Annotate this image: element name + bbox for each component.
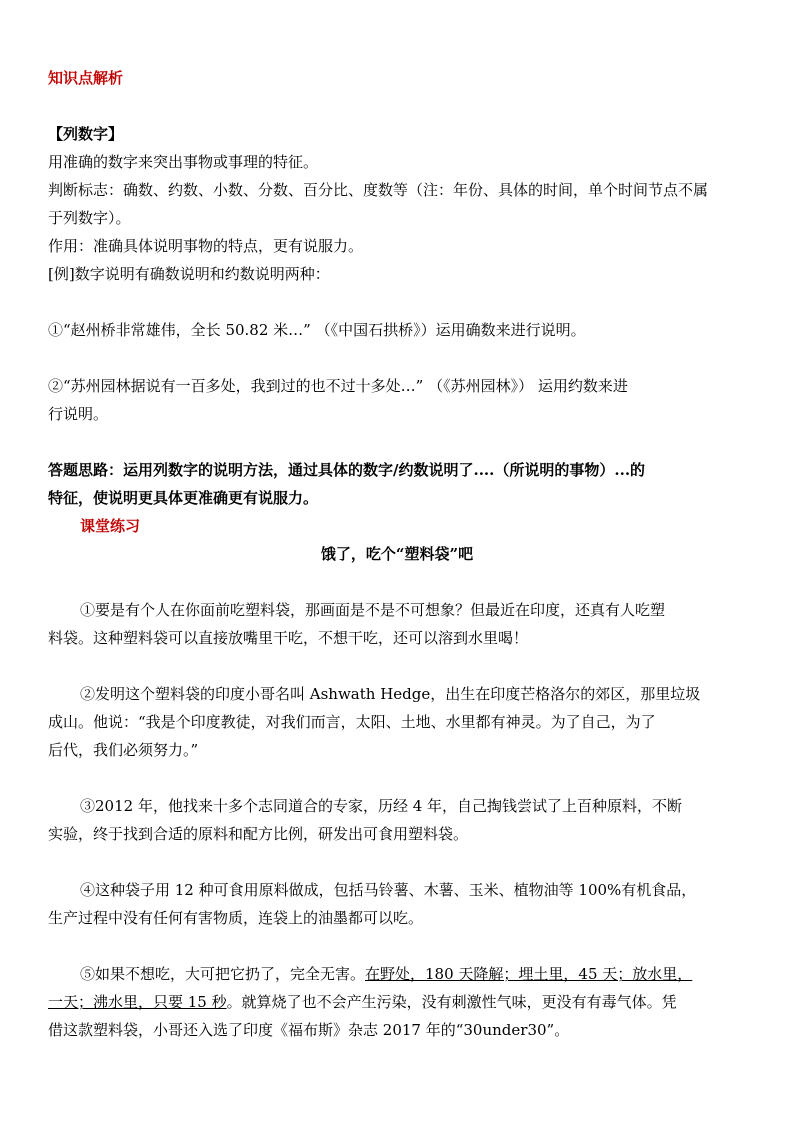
paragraph-1-line-1: ①要是有个人在你面前吃塑料袋，那画面是不是不可想象？但最近在印度，还真有人吃塑 bbox=[80, 601, 666, 619]
answer-approach-line-1: 答题思路：运用列数字的说明方法，通过具体的数字/约数说明了....（所说明的事物）...的 bbox=[48, 461, 646, 479]
paragraph-5-line-1 bbox=[80, 964, 692, 984]
criteria-line-2: 于列数字）。 bbox=[48, 209, 131, 227]
paragraph-2-line-3: 后代，我们必须努力。” bbox=[48, 741, 199, 759]
paragraph-4-line-2: 生产过程中没有任何有害物质，连袋上的油墨都可以吃。 bbox=[48, 909, 424, 927]
section-title: 知识点解析 bbox=[48, 69, 124, 87]
paragraph-4-line-1: ④这种袋子用 12 种可食用原料做成，包括马铃薯、木薯、玉米、植物油等 100%有机食品， bbox=[80, 881, 697, 899]
paragraph-5-plain-text-cont: 。就算烧了也不会产生污染，没有刺激性气味，更没有有毒气体。凭 bbox=[226, 993, 677, 1011]
paragraph-5-underlined-text-cont: 一天；沸水里，只要 15 秒 bbox=[48, 993, 227, 1011]
article-title: 饿了，吃个“塑料袋”吧 bbox=[320, 545, 474, 563]
paragraph-2-line-1: ②发明这个塑料袋的印度小哥名叫 Ashwath Hedge，出生在印度芒格洛尔的郊区，那里垃圾 bbox=[80, 685, 701, 703]
paragraph-3-line-1: ③2012 年，他找来十多个志同道合的专家，历经 4 年，自己掏钱尝试了上百种原料，不断 bbox=[80, 797, 683, 815]
paragraph-5-underlined-text: 在野处，180 天降解；埋土里，45 天；放水里， bbox=[365, 965, 693, 983]
practice-label: 课堂练习 bbox=[80, 517, 141, 535]
paragraph-1-line-2: 料袋。这种塑料袋可以直接放嘴里干吃，不想干吃，还可以溶到水里喝！ bbox=[48, 629, 529, 647]
paragraph-5-plain-text: ⑤如果不想吃，大可把它扔了，完全无害。 bbox=[80, 965, 366, 983]
definition-text: 用准确的数字来突出事物或事理的特征。 bbox=[48, 153, 319, 171]
answer-approach-line-2: 特征，使说明更具体更准确更有说服力。 bbox=[48, 489, 319, 507]
example-intro: [例]数字说明有确数说明和约数说明两种： bbox=[48, 265, 330, 283]
example-2-line-1: ②“苏州园林据说有一百多处，我到过的也不过十多处…” （《苏州园林》） 运用约数来进 bbox=[48, 377, 628, 395]
topic-heading: 【列数字】 bbox=[48, 125, 124, 143]
example-2-line-2: 行说明。 bbox=[48, 405, 109, 423]
paragraph-3-line-2: 实验，终于找到合适的原料和配方比例，研发出可食用塑料袋。 bbox=[48, 825, 469, 843]
purpose-text: 作用：准确具体说明事物的特点，更有说服力。 bbox=[48, 237, 364, 255]
paragraph-5-line-3: 借这款塑料袋，小哥还入选了印度《福布斯》杂志 2017 年的“30under30”。 bbox=[48, 1021, 570, 1039]
paragraph-5-line-2 bbox=[48, 992, 677, 1012]
example-1: ①“赵州桥非常雄伟，全长 50.82 米…” （《中国石拱桥》）运用确数来进行说明。 bbox=[48, 321, 586, 339]
criteria-line-1: 判断标志：确数、约数、小数、分数、百分比、度数等（注：年份、具体的时间，单个时间节点不属 bbox=[48, 181, 709, 199]
paragraph-2-line-2: 成山。他说：“我是个印度教徒，对我们而言，太阳、土地、水里都有神灵。为了自己，为了 bbox=[48, 713, 656, 731]
